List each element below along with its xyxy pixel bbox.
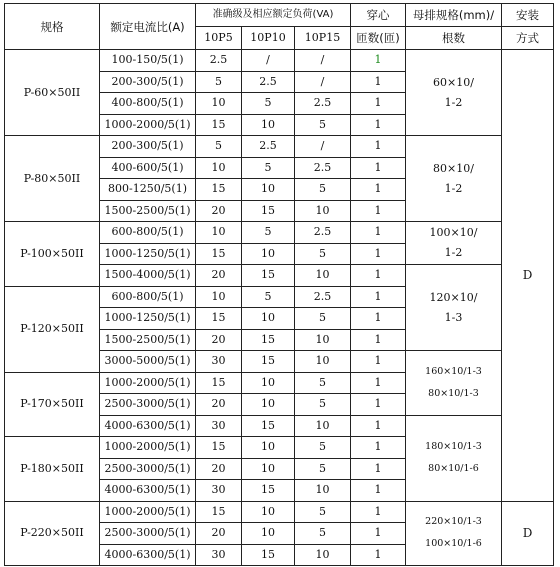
- class-10p5-cell: 15: [196, 501, 242, 523]
- class-10p15-cell: 10: [295, 480, 351, 502]
- busbar-spec: 160×10/1-3: [425, 365, 482, 377]
- busbar-spec: 80×10/1-3: [428, 387, 479, 399]
- turns-cell: 1: [351, 286, 406, 308]
- turns-cell: 1: [351, 394, 406, 416]
- turns-cell: 1: [351, 93, 406, 115]
- class-10p5-cell: 15: [196, 372, 242, 394]
- class-10p15-cell: 5: [295, 523, 351, 545]
- turns-cell: 1: [351, 501, 406, 523]
- spec-cell: P-60×50II: [5, 50, 100, 136]
- turns-cell: 1: [351, 222, 406, 244]
- ratio-cell: 2500-3000/5(1): [100, 458, 196, 480]
- ratio-cell: 600-800/5(1): [100, 222, 196, 244]
- header-turns-line1: 穿心: [351, 4, 406, 27]
- class-10p5-cell: 20: [196, 265, 242, 287]
- class-10p10-cell: 15: [242, 329, 295, 351]
- class-10p10-cell: 5: [242, 157, 295, 179]
- header-turns-line2: 匝数(匝): [351, 27, 406, 50]
- class-10p5-cell: 20: [196, 523, 242, 545]
- class-10p10-cell: 15: [242, 200, 295, 222]
- ratio-cell: 1000-2000/5(1): [100, 437, 196, 459]
- turns-cell: 1: [351, 200, 406, 222]
- class-10p5-cell: 15: [196, 179, 242, 201]
- class-10p5-cell: 10: [196, 93, 242, 115]
- table-row: [5, 501, 554, 523]
- busbar-cell: [406, 50, 502, 136]
- class-10p10-cell: /: [242, 50, 295, 72]
- ratio-cell: 1000-2000/5(1): [100, 114, 196, 136]
- class-10p10-cell: 2.5: [242, 136, 295, 158]
- class-10p10-cell: 10: [242, 501, 295, 523]
- turns-cell: 1: [351, 243, 406, 265]
- class-10p15-cell: 5: [295, 501, 351, 523]
- busbar-spec: 100×10/: [429, 226, 478, 239]
- header-spec: 规格: [5, 4, 100, 50]
- turns-cell: 1: [351, 329, 406, 351]
- class-10p5-cell: 10: [196, 222, 242, 244]
- ratio-cell: 4000-6300/5(1): [100, 415, 196, 437]
- busbar-cell: [406, 222, 502, 265]
- busbar-count: 1-2: [444, 95, 463, 109]
- header-ratio: 额定电流比(A): [100, 4, 196, 50]
- busbar-cell: [406, 265, 502, 351]
- class-10p5-cell: 30: [196, 415, 242, 437]
- turns-cell: 1: [351, 136, 406, 158]
- busbar-spec: 180×10/1-3: [425, 441, 482, 452]
- class-10p10-cell: 15: [242, 480, 295, 502]
- turns-cell: 1: [351, 437, 406, 459]
- class-10p5-cell: 15: [196, 437, 242, 459]
- ratio-cell: 2500-3000/5(1): [100, 394, 196, 416]
- ratio-cell: 4000-6300/5(1): [100, 544, 196, 566]
- table-row: [5, 50, 554, 72]
- header-mount-line1: 安装: [502, 4, 554, 27]
- class-10p5-cell: 20: [196, 394, 242, 416]
- busbar-spec: 80×10/: [433, 161, 474, 175]
- turns-cell: 1: [351, 415, 406, 437]
- ratio-cell: 1000-1250/5(1): [100, 243, 196, 265]
- turns-cell: 1: [351, 523, 406, 545]
- class-10p15-cell: 5: [295, 437, 351, 459]
- class-10p15-cell: 5: [295, 372, 351, 394]
- turns-cell: 1: [351, 351, 406, 373]
- class-10p15-cell: 10: [295, 265, 351, 287]
- class-10p15-cell: /: [295, 136, 351, 158]
- ratio-cell: 200-300/5(1): [100, 71, 196, 93]
- turns-cell: 1: [351, 157, 406, 179]
- table-row: [5, 222, 554, 244]
- busbar-count: 1-3: [444, 310, 463, 324]
- class-10p15-cell: 2.5: [295, 157, 351, 179]
- class-10p15-cell: 2.5: [295, 222, 351, 244]
- class-10p5-cell: 30: [196, 480, 242, 502]
- ratio-cell: 800-1250/5(1): [100, 179, 196, 201]
- mount-cell: D: [502, 501, 554, 566]
- class-10p10-cell: 15: [242, 265, 295, 287]
- mount-cell: D: [502, 50, 554, 502]
- turns-cell: 1: [351, 458, 406, 480]
- busbar-count: 1-2: [444, 181, 463, 195]
- ratio-cell: 4000-6300/5(1): [100, 480, 196, 502]
- class-10p10-cell: 10: [242, 523, 295, 545]
- class-10p15-cell: 5: [295, 308, 351, 330]
- ratio-cell: 400-800/5(1): [100, 93, 196, 115]
- header-accuracy: 准确级及相应额定负荷(VA): [196, 4, 351, 27]
- busbar-spec: 80×10/1-6: [428, 463, 479, 474]
- class-10p10-cell: 10: [242, 243, 295, 265]
- class-10p5-cell: 15: [196, 114, 242, 136]
- turns-cell: 1: [351, 114, 406, 136]
- class-10p10-cell: 15: [242, 544, 295, 566]
- ratio-cell: 1000-2000/5(1): [100, 372, 196, 394]
- class-10p15-cell: /: [295, 50, 351, 72]
- header-class-10p5: 10P5: [196, 27, 242, 50]
- class-10p5-cell: 30: [196, 544, 242, 566]
- class-10p15-cell: 10: [295, 415, 351, 437]
- class-10p15-cell: /: [295, 71, 351, 93]
- busbar-cell: [406, 351, 502, 416]
- spec-cell: P-80×50II: [5, 136, 100, 222]
- class-10p5-cell: 2.5: [196, 50, 242, 72]
- turns-cell: 1: [351, 308, 406, 330]
- class-10p15-cell: 10: [295, 329, 351, 351]
- class-10p10-cell: 10: [242, 394, 295, 416]
- header-class-10p10: 10P10: [242, 27, 295, 50]
- ratio-cell: 1000-2000/5(1): [100, 501, 196, 523]
- class-10p10-cell: 10: [242, 437, 295, 459]
- spec-cell: P-180×50II: [5, 437, 100, 502]
- class-10p5-cell: 20: [196, 458, 242, 480]
- ratio-cell: 3000-5000/5(1): [100, 351, 196, 373]
- ratio-cell: 2500-3000/5(1): [100, 523, 196, 545]
- spec-cell: P-220×50II: [5, 501, 100, 566]
- turns-cell: 1: [351, 71, 406, 93]
- turns-cell: 1: [351, 265, 406, 287]
- class-10p15-cell: 5: [295, 394, 351, 416]
- spec-cell: P-170×50II: [5, 372, 100, 437]
- ratio-cell: 1500-2500/5(1): [100, 200, 196, 222]
- class-10p15-cell: 5: [295, 243, 351, 265]
- ratio-cell: 400-600/5(1): [100, 157, 196, 179]
- class-10p10-cell: 5: [242, 93, 295, 115]
- class-10p15-cell: 10: [295, 351, 351, 373]
- table-row: [5, 136, 554, 158]
- class-10p5-cell: 20: [196, 329, 242, 351]
- class-10p10-cell: 10: [242, 114, 295, 136]
- turns-cell: 1: [351, 544, 406, 566]
- ratio-cell: 1500-2500/5(1): [100, 329, 196, 351]
- class-10p10-cell: 10: [242, 308, 295, 330]
- busbar-cell: [406, 136, 502, 222]
- busbar-spec: 100×10/1-6: [425, 538, 482, 550]
- spec-cell: P-120×50II: [5, 286, 100, 372]
- class-10p10-cell: 10: [242, 372, 295, 394]
- turns-cell: 1: [351, 179, 406, 201]
- class-10p5-cell: 15: [196, 243, 242, 265]
- header-busbar-line1: 母排规格(mm)/: [406, 4, 502, 27]
- class-10p15-cell: 10: [295, 544, 351, 566]
- header-mount-line2: 方式: [502, 27, 554, 50]
- class-10p10-cell: 15: [242, 351, 295, 373]
- class-10p10-cell: 2.5: [242, 71, 295, 93]
- class-10p5-cell: 15: [196, 308, 242, 330]
- class-10p10-cell: 15: [242, 415, 295, 437]
- ratio-cell: 100-150/5(1): [100, 50, 196, 72]
- busbar-count: 1-2: [444, 246, 463, 259]
- class-10p5-cell: 5: [196, 71, 242, 93]
- class-10p10-cell: 10: [242, 458, 295, 480]
- class-10p10-cell: 5: [242, 286, 295, 308]
- class-10p5-cell: 20: [196, 200, 242, 222]
- ratio-cell: 1000-1250/5(1): [100, 308, 196, 330]
- busbar-spec: 120×10/: [429, 290, 478, 304]
- header-class-10p15: 10P15: [295, 27, 351, 50]
- class-10p5-cell: 10: [196, 157, 242, 179]
- busbar-spec: 220×10/1-3: [425, 516, 482, 528]
- header-busbar-line2: 根数: [406, 27, 502, 50]
- class-10p15-cell: 10: [295, 200, 351, 222]
- class-10p15-cell: 2.5: [295, 93, 351, 115]
- busbar-cell: [406, 415, 502, 501]
- ratio-cell: 200-300/5(1): [100, 136, 196, 158]
- class-10p15-cell: 5: [295, 179, 351, 201]
- class-10p15-cell: 5: [295, 114, 351, 136]
- spec-table: [4, 3, 554, 566]
- class-10p15-cell: 5: [295, 458, 351, 480]
- ratio-cell: 600-800/5(1): [100, 286, 196, 308]
- ratio-cell: 1500-4000/5(1): [100, 265, 196, 287]
- class-10p15-cell: 2.5: [295, 286, 351, 308]
- turns-cell: 1: [351, 480, 406, 502]
- turns-cell: 1: [351, 372, 406, 394]
- class-10p5-cell: 30: [196, 351, 242, 373]
- class-10p10-cell: 5: [242, 222, 295, 244]
- busbar-spec: 60×10/: [433, 75, 474, 89]
- class-10p5-cell: 10: [196, 286, 242, 308]
- turns-cell: 1: [351, 50, 406, 72]
- class-10p5-cell: 5: [196, 136, 242, 158]
- spec-cell: P-100×50II: [5, 222, 100, 287]
- class-10p10-cell: 10: [242, 179, 295, 201]
- busbar-cell: [406, 501, 502, 566]
